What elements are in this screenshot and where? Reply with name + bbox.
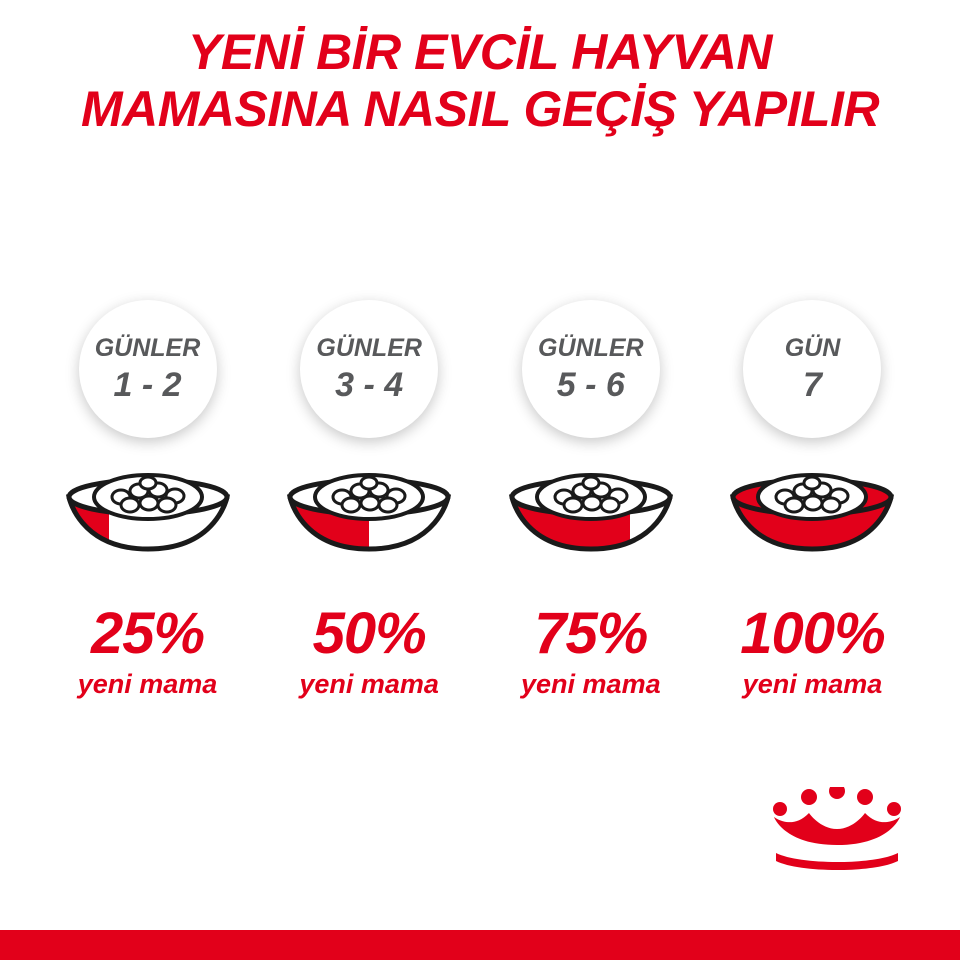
step-3: [483, 300, 698, 698]
bowl-wrap-2: [262, 453, 477, 583]
percent-wrap-2: [262, 601, 477, 699]
step-2: [262, 300, 477, 698]
percent-caption-3: yeni mama: [521, 669, 661, 699]
bowl-wrap-1: [40, 453, 255, 583]
food-bowl-icon-2: [274, 453, 464, 563]
day-value-4: 7: [803, 366, 822, 404]
percent-caption-2: yeni mama: [299, 669, 439, 699]
page-title: [0, 26, 960, 135]
percent-value-4: 100%: [740, 601, 885, 666]
day-label-2: GÜNLER: [316, 334, 422, 362]
transition-steps: [40, 300, 920, 698]
day-value-2: 3 - 4: [335, 366, 404, 404]
page-title-line-1: YENİ BİR EVCİL HAYVAN: [187, 24, 773, 80]
percent-wrap-4: [705, 601, 920, 699]
percent-wrap-1: [40, 601, 255, 699]
percent-value-2: 50%: [312, 601, 426, 666]
bottom-accent-bar: [0, 930, 960, 960]
food-bowl-icon-3: [496, 453, 686, 563]
day-circle-wrap-2: [262, 300, 477, 445]
day-badge-2: [300, 300, 438, 438]
day-badge-3: [522, 300, 660, 438]
bowl-wrap-3: [483, 453, 698, 583]
day-circle-wrap-4: [705, 300, 920, 445]
step-1: [40, 300, 255, 698]
bowl-wrap-4: [705, 453, 920, 583]
day-badge-1: [79, 300, 217, 438]
percent-wrap-3: [483, 601, 698, 699]
percent-caption-4: yeni mama: [742, 669, 883, 699]
food-bowl-icon-1: [53, 453, 243, 563]
day-circle-wrap-1: [40, 300, 255, 445]
day-value-1: 1 - 2: [113, 366, 182, 404]
percent-value-3: 75%: [534, 601, 648, 666]
day-label-4: GÜN: [784, 334, 841, 362]
step-4: [705, 300, 920, 698]
day-value-3: 5 - 6: [556, 366, 625, 404]
day-circle-wrap-3: [483, 300, 698, 445]
royal-canin-crown-logo: [762, 787, 912, 882]
day-label-3: GÜNLER: [538, 334, 644, 362]
percent-caption-1: yeni mama: [77, 669, 218, 699]
day-label-1: GÜNLER: [94, 334, 201, 362]
percent-value-1: 25%: [90, 601, 205, 666]
page-title-line-2: MAMASINA NASIL GEÇİŞ YAPILIR: [80, 80, 880, 137]
day-badge-4: [743, 300, 881, 438]
food-bowl-icon-4: [717, 453, 907, 563]
